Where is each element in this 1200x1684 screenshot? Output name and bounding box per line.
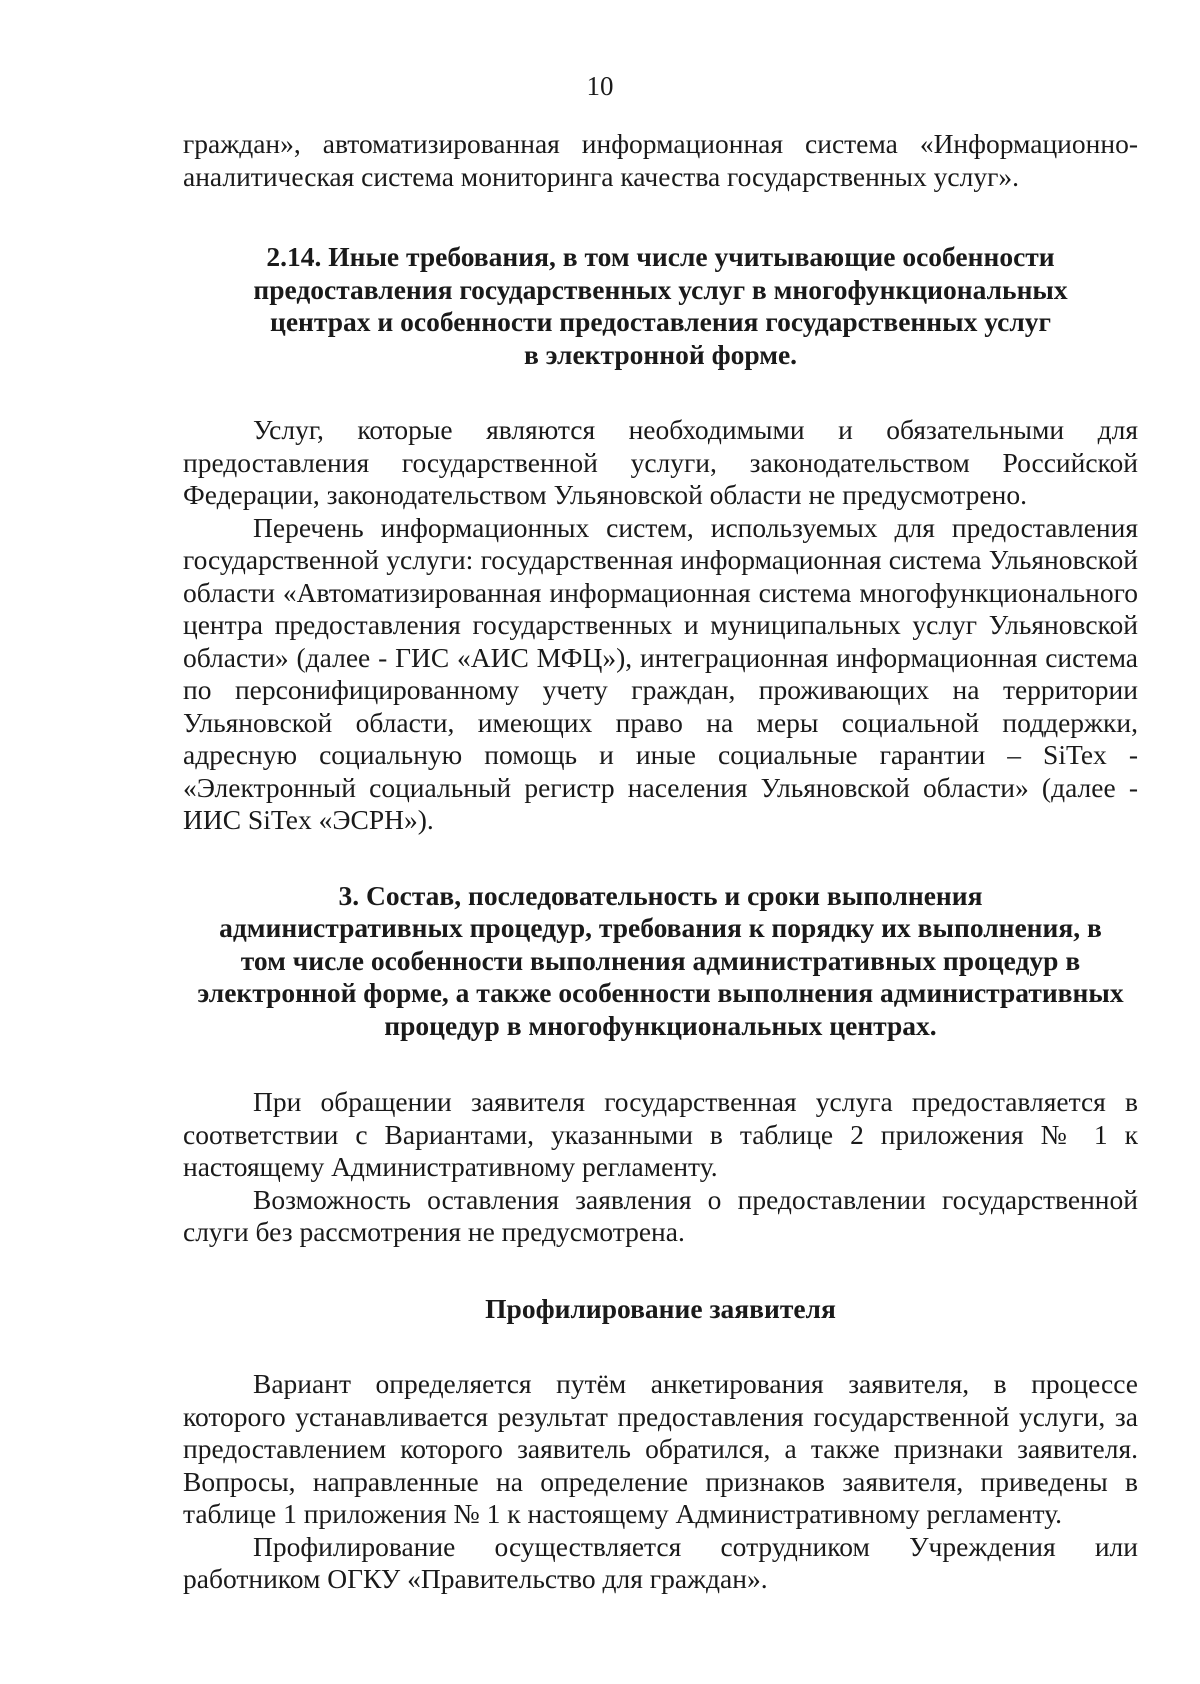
- heading-line: том числе особенности выполнения административных процедур в: [240, 944, 1081, 976]
- heading-line: 2.14. Иные требования, в том числе учитывающие особенности: [266, 241, 1055, 272]
- profiling-heading: Профилирование заявителя: [485, 1292, 836, 1324]
- profiling-paragraph: Профилирование осуществляется сотрудником Учреждения или работником ОГКУ «Правительство для граждан».: [183, 1530, 1138, 1594]
- heading-line: центрах и особенности предоставления государственных услуг: [269, 306, 1051, 337]
- heading-line: административных процедур, требования к порядку их выполнения, в: [219, 912, 1102, 943]
- heading-line: предоставления государственных услуг в многофункциональных: [253, 273, 1068, 305]
- intro-paragraph: граждан», автоматизированная информационная система «Информационно-аналитическая система мониторинга качества государственных услуг».: [183, 128, 1138, 192]
- heading-line: процедур в многофункциональных центрах.: [384, 1009, 937, 1041]
- section-3-paragraph: При обращении заявителя государственная услуга предоставляется в соответствии с Вариантами, указанными в таблице 2 приложения № 1 к настоящему Административному регламенту.: [183, 1086, 1138, 1182]
- page-content: [183, 128, 1138, 1596]
- section-2-14-heading: [183, 241, 1138, 371]
- page-number: 10: [586, 71, 614, 101]
- heading-line: 3. Состав, последовательность и сроки выполнения: [338, 879, 983, 911]
- heading-line: в электронной форме.: [523, 338, 798, 370]
- section-3-heading: [183, 880, 1138, 1043]
- section-3-paragraph: Возможность оставления заявления о предоставлении государственной слуги без рассмотрения не предусмотрена.: [183, 1183, 1138, 1247]
- profiling-paragraph: Вариант определяется путём анкетирования заявителя, в процессе которого устанавливается результат предоставления государственной услуги, за предоставлением которого заявитель обратился, а также признаки заявителя. Вопросы, направленные на определение признаков заявителя, приведены в таблице 1 приложения № 1 к настоящему Административному регламенту.: [183, 1368, 1138, 1529]
- section-2-14-paragraph: Услуг, которые являются необходимыми и обязательными для предоставления государственной услуги, законодательством Российской Федерации, законодательством Ульяновской области не предусмотрено.: [183, 414, 1138, 510]
- heading-line: электронной форме, а также особенности выполнения административных: [197, 977, 1124, 1008]
- section-2-14-paragraph: Перечень информационных систем, используемых для предоставления государственной услуги: государственная информационная система Ульяновской области «Автоматизированная информационная система многофункционального центра предоставления государственных и муниципальных услуг Ульяновской области» (далее - ГИС «АИС МФЦ»), интеграционная информационная система по персонифицированному учету граждан, проживающих на территории Ульяновской области, имеющих право на меры социальной поддержки, адресную социальную помощь и иные социальные гарантии – SiTex - «Электронный социальный регистр населения Ульяновской области» (далее - ИИС SiTex «ЭСРН»).: [183, 511, 1138, 835]
